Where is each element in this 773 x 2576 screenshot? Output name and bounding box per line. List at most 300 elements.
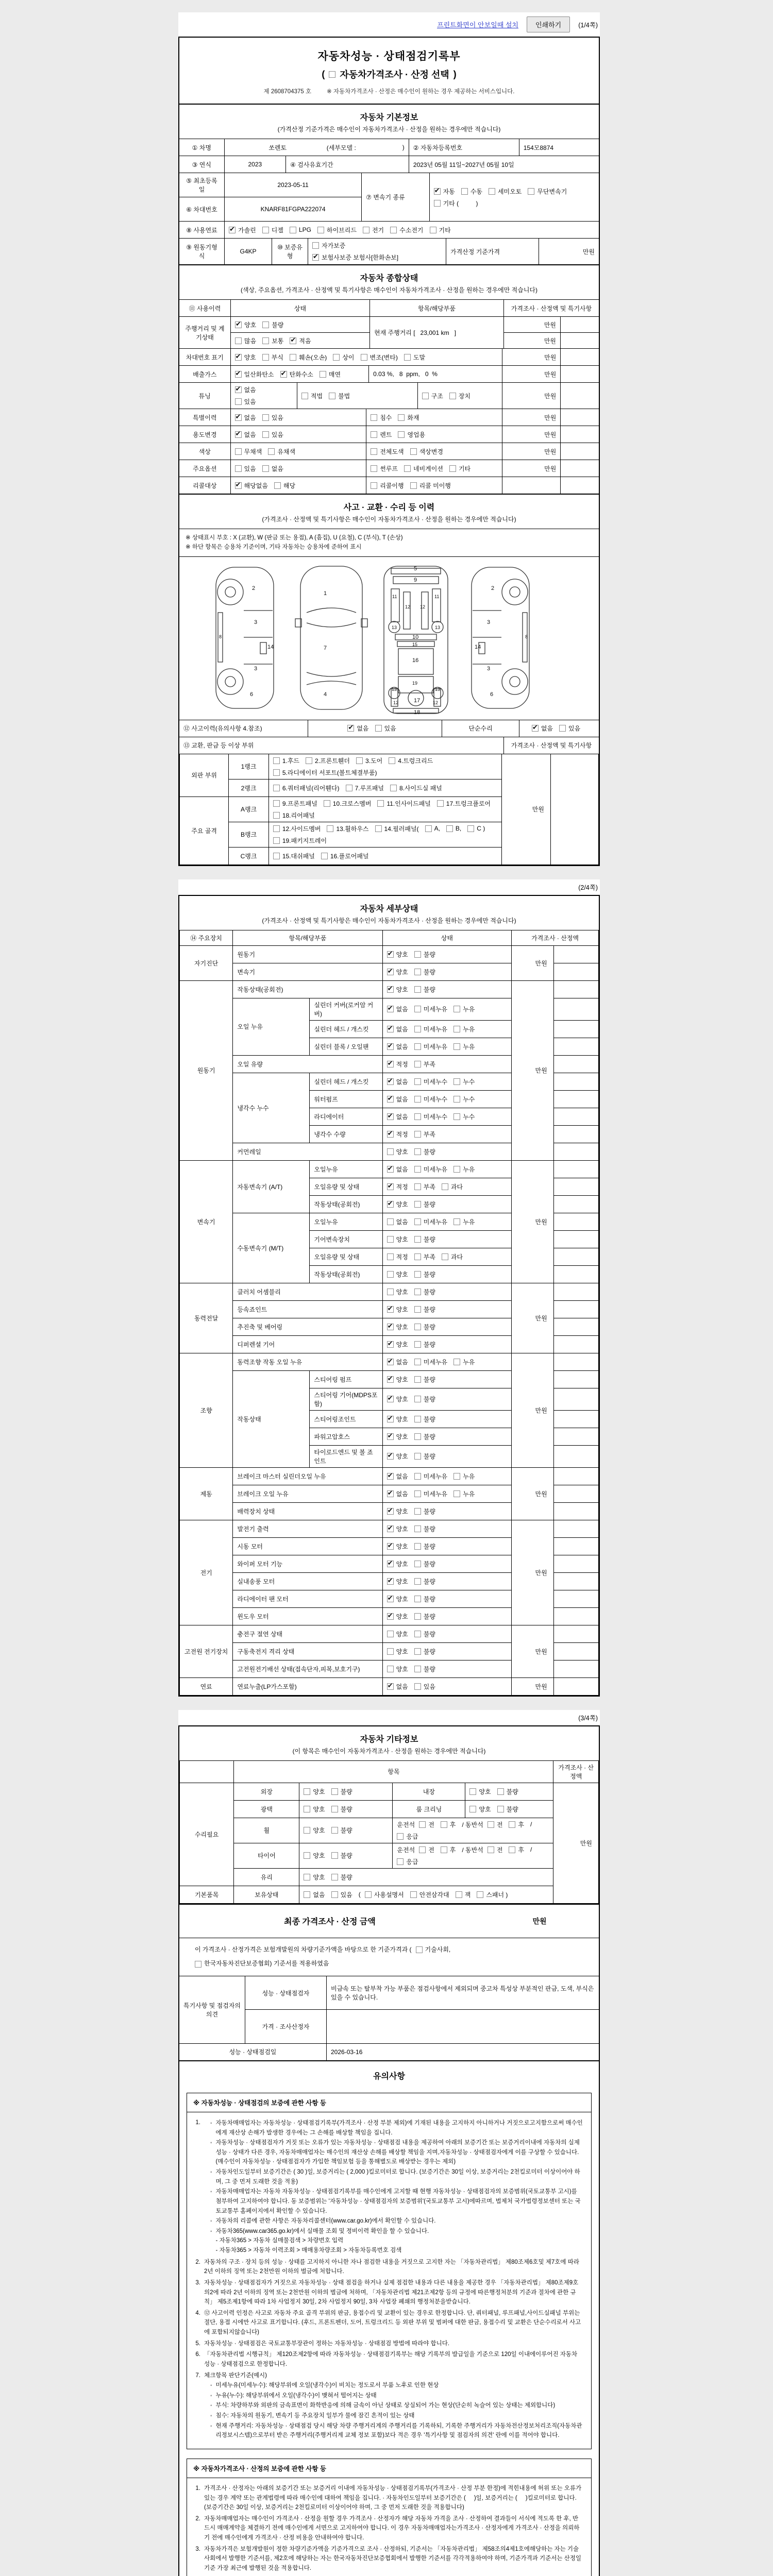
empty-checkbox[interactable] bbox=[377, 800, 384, 807]
empty-checkbox[interactable] bbox=[390, 785, 397, 791]
empty-checkbox[interactable] bbox=[387, 1148, 394, 1155]
empty-checkbox[interactable] bbox=[397, 1858, 404, 1865]
checkbox-option[interactable]: 5.라디에이터 서포트(볼트체결부품) bbox=[273, 768, 377, 777]
checkbox-option[interactable]: 12.사이드멤버 bbox=[273, 824, 321, 833]
checked-checkbox[interactable] bbox=[387, 1508, 394, 1515]
checkbox-option[interactable]: 양호 bbox=[387, 1270, 408, 1279]
checked-checkbox[interactable] bbox=[387, 1596, 394, 1602]
checked-checkbox[interactable] bbox=[387, 1026, 394, 1032]
checkbox-option[interactable]: 불량 bbox=[414, 1612, 435, 1621]
checkbox-option[interactable]: ✔ 없음 bbox=[387, 1472, 408, 1481]
checked-checkbox[interactable] bbox=[387, 1061, 394, 1067]
empty-checkbox[interactable] bbox=[365, 1891, 372, 1898]
empty-checkbox[interactable] bbox=[414, 1061, 421, 1067]
checkbox-option[interactable]: 불량 bbox=[331, 1826, 352, 1835]
checkbox-option[interactable]: 불량 bbox=[414, 1340, 435, 1349]
checkbox-option[interactable]: 누유 bbox=[453, 1005, 475, 1013]
empty-checkbox[interactable] bbox=[363, 227, 369, 233]
checkbox-option[interactable]: 불량 bbox=[414, 1542, 435, 1551]
checkbox-option[interactable]: B, bbox=[446, 825, 461, 832]
checked-checkbox[interactable] bbox=[387, 1006, 394, 1012]
checkbox-option[interactable]: 불량 bbox=[414, 1395, 435, 1403]
checked-checkbox[interactable] bbox=[280, 371, 287, 378]
empty-checkbox[interactable] bbox=[414, 951, 421, 958]
empty-checkbox[interactable] bbox=[333, 354, 340, 361]
checkbox-option[interactable]: ✔ 탄화수소 bbox=[280, 370, 313, 379]
checkbox-option[interactable]: ✔ 가솔린 bbox=[229, 226, 256, 234]
checkbox-option[interactable]: ✔ 없음 bbox=[387, 1112, 408, 1121]
empty-checkbox[interactable] bbox=[273, 812, 280, 819]
checkbox-option[interactable]: 후 bbox=[509, 1820, 524, 1829]
empty-checkbox[interactable] bbox=[387, 1236, 394, 1243]
empty-checkbox[interactable] bbox=[453, 1026, 460, 1032]
checkbox-option[interactable]: 없음 bbox=[262, 464, 283, 473]
checkbox-option[interactable]: ✔ 적정 bbox=[387, 1182, 408, 1191]
checked-checkbox[interactable] bbox=[387, 1166, 394, 1173]
empty-checkbox[interactable] bbox=[414, 1341, 421, 1348]
checkbox-option[interactable]: 불량 bbox=[414, 1375, 435, 1384]
checkbox-option[interactable]: 사용설명서 bbox=[365, 1890, 404, 1899]
checkbox-option[interactable]: ✔ 없음 bbox=[387, 1489, 408, 1498]
checkbox-option[interactable]: ✔ 없음 bbox=[387, 1042, 408, 1051]
checked-checkbox[interactable] bbox=[387, 1683, 394, 1690]
checkbox-option[interactable]: 불량 bbox=[414, 1507, 435, 1516]
empty-checkbox[interactable] bbox=[414, 1359, 421, 1365]
empty-checkbox[interactable] bbox=[425, 825, 432, 832]
empty-checkbox[interactable] bbox=[410, 1891, 417, 1898]
empty-checkbox[interactable] bbox=[371, 465, 377, 472]
checkbox-option[interactable]: 전 bbox=[488, 1820, 503, 1829]
checkbox-option[interactable]: ✔ 없음 bbox=[387, 1358, 408, 1366]
checkbox-option[interactable]: ✔ 양호 bbox=[387, 1323, 408, 1331]
checkbox-option[interactable]: 불량 bbox=[414, 968, 435, 976]
install-print-link[interactable]: 프린트화면이 안보일때 설치 bbox=[437, 21, 518, 29]
checkbox-option[interactable]: 불량 bbox=[414, 1270, 435, 1279]
checkbox-option[interactable]: 상이 bbox=[333, 353, 354, 362]
checkbox-option[interactable]: 16.플로어패널 bbox=[321, 852, 369, 860]
empty-checkbox[interactable] bbox=[195, 1961, 201, 1968]
checkbox-option[interactable]: 한국자동차진단보증협회) 기준서를 적용하였음 bbox=[195, 1958, 329, 1970]
checkbox-option[interactable]: 응급 bbox=[397, 1832, 418, 1841]
empty-checkbox[interactable] bbox=[304, 1874, 310, 1880]
checkbox-option[interactable]: 불량 bbox=[497, 1805, 518, 1814]
checkbox-option[interactable]: 전 bbox=[488, 1845, 503, 1854]
empty-checkbox[interactable] bbox=[414, 1113, 421, 1120]
empty-checkbox[interactable] bbox=[304, 1891, 310, 1898]
checked-checkbox[interactable] bbox=[387, 969, 394, 975]
empty-checkbox[interactable] bbox=[371, 482, 377, 489]
empty-checkbox[interactable] bbox=[331, 1874, 338, 1880]
empty-checkbox[interactable] bbox=[414, 986, 421, 993]
empty-checkbox[interactable] bbox=[331, 1827, 338, 1834]
empty-checkbox[interactable] bbox=[268, 448, 275, 455]
checkbox-option[interactable]: 영업용 bbox=[398, 430, 425, 439]
empty-checkbox[interactable] bbox=[414, 1376, 421, 1383]
empty-checkbox[interactable] bbox=[414, 1631, 421, 1637]
checkbox-option[interactable]: 미세누유 bbox=[414, 1025, 447, 1033]
checkbox-option[interactable]: 미세누유 bbox=[414, 1042, 447, 1051]
checkbox-option[interactable]: 양호 bbox=[387, 1665, 408, 1673]
empty-checkbox[interactable] bbox=[441, 1846, 447, 1853]
empty-checkbox[interactable] bbox=[422, 393, 429, 399]
checkbox-option[interactable]: 있음 bbox=[262, 430, 283, 439]
empty-checkbox[interactable] bbox=[387, 1271, 394, 1278]
checked-checkbox[interactable] bbox=[387, 1341, 394, 1348]
empty-checkbox[interactable] bbox=[346, 785, 352, 791]
checkbox-option[interactable]: 불량 bbox=[414, 1524, 435, 1533]
empty-checkbox[interactable] bbox=[321, 853, 328, 859]
checked-checkbox[interactable] bbox=[387, 1078, 394, 1085]
empty-checkbox[interactable] bbox=[453, 1113, 460, 1120]
empty-checkbox[interactable] bbox=[410, 448, 417, 455]
checked-checkbox[interactable] bbox=[387, 1306, 394, 1313]
checkbox-option[interactable]: 리콜 미이행 bbox=[410, 481, 451, 490]
checkbox-option[interactable]: 누수 bbox=[453, 1095, 475, 1104]
checkbox-option[interactable]: ✔ 적음 bbox=[290, 336, 311, 345]
empty-checkbox[interactable] bbox=[453, 1359, 460, 1365]
empty-checkbox[interactable] bbox=[453, 1096, 460, 1103]
checkbox-option[interactable]: 안전삼각대 bbox=[410, 1890, 449, 1899]
checkbox-option[interactable]: 누유 bbox=[453, 1217, 475, 1226]
checkbox-option[interactable]: 없음 bbox=[387, 1217, 408, 1226]
checkbox-option[interactable]: 기타 bbox=[430, 226, 451, 234]
checkbox-option[interactable]: 디젤 bbox=[262, 226, 283, 234]
checkbox-option[interactable]: 부족 bbox=[414, 1182, 435, 1191]
checkbox-option[interactable]: ✔ 양호 bbox=[387, 968, 408, 976]
checkbox-option[interactable]: 수동 bbox=[461, 187, 482, 196]
empty-checkbox[interactable] bbox=[235, 398, 242, 405]
empty-checkbox[interactable] bbox=[446, 825, 453, 832]
checkbox-option[interactable]: 미세누수 bbox=[414, 1112, 447, 1121]
checkbox-option[interactable]: 전체도색 bbox=[371, 447, 404, 456]
empty-checkbox[interactable] bbox=[469, 1788, 476, 1795]
checkbox-option[interactable]: 많음 bbox=[235, 336, 256, 345]
checkbox-option[interactable]: 있음 bbox=[331, 1890, 352, 1899]
checkbox-option[interactable]: 누유 bbox=[453, 1042, 475, 1051]
empty-checkbox[interactable] bbox=[430, 227, 436, 233]
checked-checkbox[interactable] bbox=[434, 188, 441, 195]
checkbox-option[interactable]: 불량 bbox=[414, 950, 435, 959]
checkbox-option[interactable]: 양호 bbox=[387, 1630, 408, 1638]
checkbox-option[interactable]: ✔ 적정 bbox=[387, 1060, 408, 1069]
checkbox-option[interactable]: 불량 bbox=[331, 1805, 352, 1814]
checkbox-option[interactable]: 불량 bbox=[414, 1235, 435, 1244]
empty-checkbox[interactable] bbox=[389, 757, 395, 764]
checkbox-option[interactable]: 자가보증 bbox=[312, 241, 345, 250]
checkbox-option[interactable]: ✔ 양호 bbox=[387, 1432, 408, 1441]
checkbox-option[interactable]: 부족 bbox=[414, 1130, 435, 1139]
checkbox-option[interactable]: 미세누유 bbox=[414, 1217, 447, 1226]
checkbox-option[interactable]: ✔ 양호 bbox=[387, 1507, 408, 1516]
empty-checkbox[interactable] bbox=[414, 1271, 421, 1278]
empty-checkbox[interactable] bbox=[404, 465, 411, 472]
checkbox-option[interactable]: 장치 bbox=[449, 392, 470, 400]
empty-checkbox[interactable] bbox=[449, 393, 456, 399]
empty-checkbox[interactable] bbox=[453, 1473, 460, 1480]
checkbox-option[interactable]: ✔ 없음 bbox=[347, 724, 368, 733]
checked-checkbox[interactable] bbox=[387, 1578, 394, 1585]
checkbox-option[interactable]: 11.인사이드패널 bbox=[377, 799, 430, 808]
empty-checkbox[interactable] bbox=[304, 1852, 310, 1859]
checkbox-option[interactable]: ✔ 없음 bbox=[387, 1682, 408, 1691]
checkbox-option[interactable]: ✔ 자동 bbox=[434, 187, 455, 196]
checkbox-option[interactable]: 미세누유 bbox=[414, 1489, 447, 1498]
empty-checkbox[interactable] bbox=[434, 200, 441, 207]
empty-checkbox[interactable] bbox=[304, 1827, 310, 1834]
checkbox-option[interactable]: 색상변경 bbox=[410, 447, 443, 456]
checkbox-option[interactable]: 수소전기 bbox=[390, 226, 423, 234]
checked-checkbox[interactable] bbox=[387, 1201, 394, 1208]
empty-checkbox[interactable] bbox=[456, 1891, 462, 1898]
checkbox-option[interactable]: ✔ 양호 bbox=[387, 1452, 408, 1461]
checked-checkbox[interactable] bbox=[312, 254, 319, 261]
checkbox-option[interactable]: ✔ 양호 bbox=[387, 1560, 408, 1568]
checked-checkbox[interactable] bbox=[387, 1490, 394, 1497]
empty-checkbox[interactable] bbox=[306, 757, 312, 764]
checked-checkbox[interactable] bbox=[387, 1324, 394, 1330]
empty-checkbox[interactable] bbox=[371, 414, 377, 421]
empty-checkbox[interactable] bbox=[497, 1806, 504, 1812]
empty-checkbox[interactable] bbox=[414, 1508, 421, 1515]
checkbox-option[interactable]: ✔ 일산화탄소 bbox=[235, 370, 274, 379]
checkbox-option[interactable]: 누유 bbox=[453, 1358, 475, 1366]
empty-checkbox[interactable] bbox=[387, 1666, 394, 1672]
checkbox-option[interactable]: 스패너 ) bbox=[477, 1890, 508, 1899]
empty-checkbox[interactable] bbox=[414, 1543, 421, 1550]
checkbox-option[interactable]: 침수 bbox=[371, 413, 392, 422]
checkbox-option[interactable]: 7.루프패널 bbox=[346, 784, 384, 792]
empty-checkbox[interactable] bbox=[262, 321, 269, 328]
empty-checkbox[interactable] bbox=[414, 1433, 421, 1440]
checked-checkbox[interactable] bbox=[387, 1113, 394, 1120]
checkbox-option[interactable]: 하이브리드 bbox=[317, 226, 357, 234]
checkbox-option[interactable]: ✔ 없음 bbox=[532, 724, 553, 733]
empty-checkbox[interactable] bbox=[398, 414, 405, 421]
checked-checkbox[interactable] bbox=[387, 986, 394, 993]
checked-checkbox[interactable] bbox=[290, 337, 296, 344]
empty-checkbox[interactable] bbox=[414, 1289, 421, 1295]
checkbox-option[interactable]: ✔ 양호 bbox=[235, 320, 256, 329]
checkbox-option[interactable]: 후 bbox=[509, 1845, 524, 1854]
empty-checkbox[interactable] bbox=[477, 1891, 483, 1898]
checkbox-option[interactable]: 불량 bbox=[414, 1147, 435, 1156]
checkbox-option[interactable]: ✔ 양호 bbox=[387, 1395, 408, 1403]
checked-checkbox[interactable] bbox=[387, 1416, 394, 1422]
checkbox-option[interactable]: 누유 bbox=[453, 1489, 475, 1498]
empty-checkbox[interactable] bbox=[414, 969, 421, 975]
checkbox-option[interactable]: ✔ 없음 bbox=[387, 1025, 408, 1033]
checkbox-option[interactable]: 미세누유 bbox=[414, 1165, 447, 1174]
checkbox-option[interactable]: 후 bbox=[441, 1820, 456, 1829]
empty-checkbox[interactable] bbox=[273, 800, 280, 807]
empty-checkbox[interactable] bbox=[453, 1078, 460, 1085]
empty-checkbox[interactable] bbox=[404, 354, 411, 361]
checkbox-option[interactable]: 양호 bbox=[304, 1873, 325, 1882]
checkbox-option[interactable]: 있음 bbox=[414, 1682, 435, 1691]
checkbox-option[interactable]: 불량 bbox=[414, 1560, 435, 1568]
empty-checkbox[interactable] bbox=[453, 1166, 460, 1173]
checkbox-option[interactable]: 누수 bbox=[453, 1077, 475, 1086]
empty-checkbox[interactable] bbox=[371, 431, 377, 438]
checkbox-option[interactable]: ✔ 양호 bbox=[387, 1542, 408, 1551]
empty-checkbox[interactable] bbox=[414, 1131, 421, 1138]
empty-checkbox[interactable] bbox=[453, 1043, 460, 1050]
checkbox-option[interactable]: 구조 bbox=[422, 392, 443, 400]
checkbox-option[interactable]: 불량 bbox=[414, 1323, 435, 1331]
empty-checkbox[interactable] bbox=[312, 242, 319, 249]
checkbox-option[interactable]: 양호 bbox=[304, 1787, 325, 1796]
checkbox-option[interactable]: 누수 bbox=[453, 1112, 475, 1121]
empty-checkbox[interactable] bbox=[414, 1648, 421, 1655]
checkbox-option[interactable]: 불량 bbox=[262, 320, 283, 329]
checkbox-option[interactable]: 기술사회, bbox=[416, 1944, 451, 1956]
empty-checkbox[interactable] bbox=[414, 1324, 421, 1330]
checkbox-option[interactable]: 썬루프 bbox=[371, 464, 398, 473]
checkbox-option[interactable]: ✔ 보험사보증 보험사[한화손보] bbox=[312, 253, 398, 262]
checked-checkbox[interactable] bbox=[235, 371, 242, 378]
checkbox-option[interactable]: 불량 bbox=[414, 1305, 435, 1314]
checkbox-option[interactable]: ✔ 양호 bbox=[387, 985, 408, 994]
checkbox-option[interactable]: ✔ 없음 bbox=[235, 430, 256, 439]
checkbox-option[interactable]: 양호 bbox=[469, 1805, 491, 1814]
empty-checkbox[interactable] bbox=[235, 337, 242, 344]
checkbox-option[interactable]: 무단변속기 bbox=[528, 187, 567, 196]
checkbox-option[interactable]: ✔ 없음 bbox=[387, 1005, 408, 1013]
checkbox-option[interactable]: 잭 bbox=[456, 1890, 471, 1899]
empty-checkbox[interactable] bbox=[414, 1683, 421, 1690]
checked-checkbox[interactable] bbox=[235, 386, 242, 393]
checkbox-option[interactable]: 미세누유 bbox=[414, 1005, 447, 1013]
checkbox-option[interactable]: 불량 bbox=[331, 1851, 352, 1860]
checkbox-option[interactable]: 18.리어패널 bbox=[273, 811, 315, 820]
checkbox-option[interactable]: ✔ 없음 bbox=[235, 413, 256, 422]
checkbox-option[interactable]: 불량 bbox=[331, 1873, 352, 1882]
checkbox-option[interactable]: 매연 bbox=[320, 370, 341, 379]
checked-checkbox[interactable] bbox=[235, 354, 242, 361]
checkbox-option[interactable]: 불량 bbox=[414, 985, 435, 994]
checkbox-option[interactable]: 불량 bbox=[414, 1452, 435, 1461]
checkbox-option[interactable]: 전기 bbox=[363, 226, 384, 234]
checked-checkbox[interactable] bbox=[235, 431, 242, 438]
empty-checkbox[interactable] bbox=[274, 482, 281, 489]
checkbox-option[interactable]: 양호 bbox=[304, 1826, 325, 1835]
empty-checkbox[interactable] bbox=[387, 1631, 394, 1637]
checkbox-option[interactable]: ✔ 양호 bbox=[387, 1375, 408, 1384]
empty-checkbox[interactable] bbox=[414, 1201, 421, 1208]
empty-checkbox[interactable] bbox=[235, 465, 242, 472]
checked-checkbox[interactable] bbox=[387, 1453, 394, 1460]
checkbox-option[interactable]: 불량 bbox=[414, 1595, 435, 1603]
empty-checkbox[interactable] bbox=[301, 393, 308, 399]
empty-checkbox[interactable] bbox=[331, 1806, 338, 1812]
checkbox-option[interactable]: 양호 bbox=[387, 1235, 408, 1244]
empty-checkbox[interactable] bbox=[414, 1473, 421, 1480]
checkbox-option[interactable]: 있음 bbox=[235, 397, 256, 406]
checked-checkbox[interactable] bbox=[532, 725, 539, 732]
empty-checkbox[interactable] bbox=[371, 448, 377, 455]
checkbox-option[interactable]: ✔ 양호 bbox=[387, 1577, 408, 1586]
empty-checkbox[interactable] bbox=[489, 188, 495, 195]
checkbox-option[interactable]: ✔ 양호 bbox=[387, 950, 408, 959]
checked-checkbox[interactable] bbox=[387, 1613, 394, 1620]
empty-checkbox[interactable] bbox=[262, 431, 269, 438]
empty-checkbox[interactable] bbox=[397, 1833, 404, 1840]
checkbox-option[interactable]: LPG bbox=[290, 226, 311, 233]
checkbox-option[interactable]: 화재 bbox=[398, 413, 419, 422]
checkbox-option[interactable]: 양호 bbox=[387, 1287, 408, 1296]
checkbox-option[interactable]: 보통 bbox=[262, 336, 283, 345]
checkbox-option[interactable]: C ) bbox=[467, 825, 485, 832]
checkbox-option[interactable]: 전 bbox=[419, 1820, 434, 1829]
empty-checkbox[interactable] bbox=[416, 1946, 423, 1953]
checkbox-option[interactable]: 불량 bbox=[414, 1665, 435, 1673]
checkbox-option[interactable]: 부족 bbox=[414, 1252, 435, 1261]
checkbox-option[interactable]: 8.사이드실 패널 bbox=[390, 784, 442, 792]
checkbox-option[interactable]: 불량 bbox=[414, 1647, 435, 1656]
empty-checkbox[interactable] bbox=[467, 825, 474, 832]
checkbox-option[interactable]: 도말 bbox=[404, 353, 425, 362]
print-button[interactable]: 인쇄하기 bbox=[527, 16, 570, 32]
checked-checkbox[interactable] bbox=[387, 1396, 394, 1402]
empty-checkbox[interactable] bbox=[235, 448, 242, 455]
checkbox-option[interactable]: ✔ 양호 bbox=[387, 1612, 408, 1621]
checkbox-option[interactable]: 전 bbox=[419, 1845, 434, 1854]
empty-checkbox[interactable] bbox=[262, 414, 269, 421]
empty-checkbox[interactable] bbox=[414, 1096, 421, 1103]
empty-checkbox[interactable] bbox=[449, 465, 456, 472]
checkbox-option[interactable]: 후 bbox=[441, 1845, 456, 1854]
empty-checkbox[interactable] bbox=[273, 757, 280, 764]
checkbox-option[interactable]: ✔ 양호 bbox=[387, 1305, 408, 1314]
empty-checkbox[interactable] bbox=[290, 354, 296, 361]
checkbox-option[interactable]: 14.필러패널( bbox=[375, 824, 419, 833]
empty-checkbox[interactable] bbox=[528, 188, 534, 195]
checkbox-option[interactable]: 과다 bbox=[442, 1252, 463, 1261]
empty-checkbox[interactable] bbox=[387, 1289, 394, 1295]
checked-checkbox[interactable] bbox=[347, 725, 354, 732]
empty-checkbox[interactable] bbox=[414, 1026, 421, 1032]
empty-checkbox[interactable] bbox=[414, 1183, 421, 1190]
checkbox-option[interactable]: 유채색 bbox=[268, 447, 295, 456]
checkbox-option[interactable]: 적정 bbox=[387, 1252, 408, 1261]
checkbox-option[interactable]: 과다 bbox=[442, 1182, 463, 1191]
checkbox-option[interactable]: A, bbox=[425, 825, 440, 832]
checkbox-option[interactable]: 불량 bbox=[414, 1432, 435, 1441]
empty-checkbox[interactable] bbox=[414, 1236, 421, 1243]
checkbox-option[interactable]: 양호 bbox=[469, 1787, 491, 1796]
checkbox-option[interactable]: 1.후드 bbox=[273, 756, 299, 765]
checkbox-option[interactable]: ✔ 양호 bbox=[387, 1200, 408, 1209]
checkbox-option[interactable]: 있음 bbox=[375, 724, 396, 733]
checkbox-option[interactable]: 변조(변타) bbox=[361, 353, 398, 362]
empty-checkbox[interactable] bbox=[419, 1821, 426, 1828]
empty-checkbox[interactable] bbox=[414, 1613, 421, 1620]
checkbox-option[interactable]: 불량 bbox=[331, 1787, 352, 1796]
empty-checkbox[interactable] bbox=[273, 853, 280, 859]
checkbox-option[interactable]: 부족 bbox=[414, 1060, 435, 1069]
empty-checkbox[interactable] bbox=[414, 1166, 421, 1173]
empty-checkbox[interactable] bbox=[327, 825, 333, 832]
empty-checkbox[interactable] bbox=[414, 1453, 421, 1460]
checked-checkbox[interactable] bbox=[387, 1433, 394, 1440]
empty-checkbox[interactable] bbox=[453, 1006, 460, 1012]
checked-checkbox[interactable] bbox=[387, 1043, 394, 1050]
checked-checkbox[interactable] bbox=[235, 482, 242, 489]
empty-checkbox[interactable] bbox=[461, 188, 468, 195]
checkbox-option[interactable]: 세미오토 bbox=[489, 187, 522, 196]
empty-checkbox[interactable] bbox=[331, 1788, 338, 1795]
empty-checkbox[interactable] bbox=[356, 757, 363, 764]
